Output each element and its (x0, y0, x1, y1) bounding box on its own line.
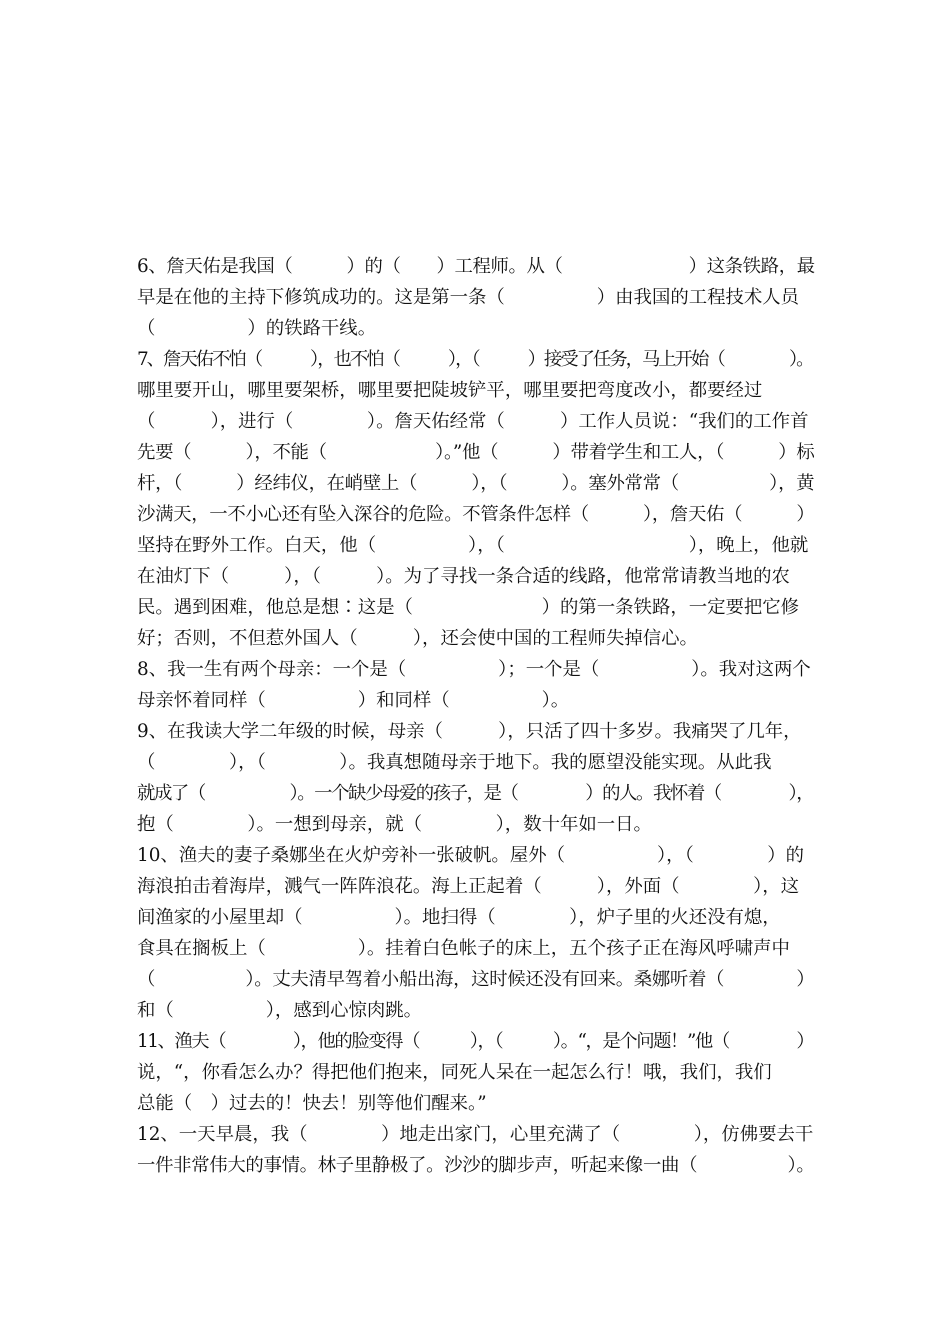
text-line: 杆，（ ）经纬仪，在峭壁上（ ），（ ）。塞外常常（ ），黄 (137, 473, 815, 494)
text-line: 食具在搁板上（ ）。挂着白色帐子的床上，五个孩子正在海风呼啸声中 (137, 938, 790, 959)
text-line: （ ），进行（ ）。詹天佑经常（ ）工作人员说：“我们的工作首 (137, 411, 809, 432)
text-line: 海浪拍击着海岸，溅气一阵阵浪花。海上正起着（ ），外面（ ），这 (137, 876, 800, 897)
text-line: 一件非常伟大的事情。林子里静极了。沙沙的脚步声，听起来像一曲（ ）。 (137, 1155, 815, 1176)
text-line: 间渔家的小屋里却（ ）。地扫得（ ），炉子里的火还没有熄， (137, 907, 781, 928)
text-line: 8、我一生有两个母亲：一个是（ ）；一个是（ ）。我对这两个 (137, 659, 811, 680)
text-line: 9、在我读大学二年级的时候，母亲（ ），只活了四十多岁。我痛哭了几年， (137, 721, 802, 742)
text-line: 总能（ ）过去的！快去！别等他们醒来。” (137, 1093, 487, 1114)
text-line: 哪里要开山，哪里要架桥，哪里要把陡坡铲平，哪里要把弯度改小，都要经过 (137, 380, 763, 401)
text-line: 12、一天早晨，我（ ）地走出家门，心里充满了（ ），仿佛要去干 (137, 1124, 814, 1145)
text-line: （ ），（ ）。我真想随母亲于地下。我的愿望没能实现。从此我 (137, 752, 772, 773)
text-line: 好；否则，不但惹外国人（ ），还会使中国的工程师失掉信心。 (137, 628, 698, 649)
text-line: 7、詹天佑不怕（ ），也不怕（ ），（ ）接受了任务，马上开始（ ）。 (137, 349, 813, 370)
text-line: 民。遇到困难，他总是想∶这是（ ）的第一条铁路，一定要把它修 (137, 597, 800, 618)
text-line: （ ）的铁路干线。 (137, 318, 377, 339)
text-line: 先要（ ），不能（ ）。”他（ ）带着学生和工人，（ ）标 (137, 442, 815, 463)
text-line: 11、渔夫（ ），他的脸变得（ ），（ ）。“，是个问题！”他（ ） (137, 1031, 814, 1052)
text-line: 10、渔夫的妻子桑娜坐在火炉旁补一张破帆。屋外（ ），（ ）的 (137, 845, 805, 866)
text-line: 坚持在野外工作。白天，他（ ），（ ），晚上，他就 (137, 535, 809, 556)
text-line: 和（ ），感到心惊肉跳。 (137, 1000, 423, 1021)
text-line: 在油灯下（ ），（ ）。为了寻找一条合适的线路，他常常请教当地的农 (137, 566, 790, 587)
text-line: （ ）。丈夫清早驾着小船出海，这时候还没有回来。桑娜听着（ ） (137, 969, 815, 990)
text-line: 说，“，你看怎么办？得把他们抱来，同死人呆在一起怎么行！哦，我们，我们 (137, 1062, 772, 1083)
text-line: 母亲怀着同样（ ）和同样（ ）。 (137, 690, 570, 711)
text-line: 早是在他的主持下修筑成功的。这是第一条（ ）由我国的工程技术人员 (137, 287, 800, 308)
text-line: 抱（ ）。一想到母亲，就（ ），数十年如一日。 (137, 814, 652, 835)
text-line: 6、詹天佑是我国（ ）的（ ）工程师。从（ ）这条铁路，最 (137, 256, 815, 277)
text-line: 沙满天，一不小心还有坠入深谷的危险。不管条件怎样（ ），詹天佑（ ） (137, 504, 815, 525)
text-line: 就成了（ ）。一个缺少母爱的孩子，是（ ）的人。我怀着（ ）， (137, 783, 814, 804)
